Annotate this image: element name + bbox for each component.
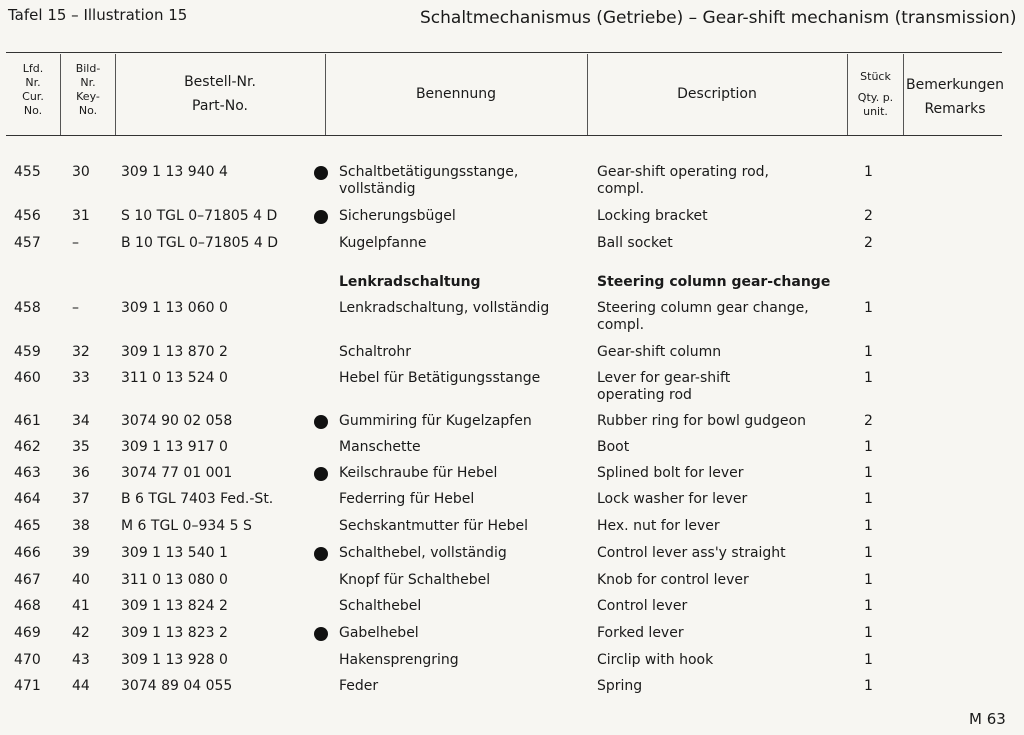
column-divider xyxy=(587,54,588,135)
cell-description xyxy=(597,545,786,562)
text-line: Steering column gear-change xyxy=(597,274,831,290)
cell-key-no: 31 xyxy=(72,208,90,224)
cell-benennung xyxy=(339,545,507,562)
cell-cur-no: 461 xyxy=(14,413,41,429)
cell-part-no: 309 1 13 823 2 xyxy=(121,625,228,641)
cell-qty: 1 xyxy=(864,652,873,668)
cell-description xyxy=(597,439,629,456)
text-line: Knopf für Schalthebel xyxy=(339,572,491,588)
text-line: Lenkradschaltung xyxy=(339,274,481,290)
cell-key-no: 40 xyxy=(72,572,90,588)
text-line: Keilschraube für Hebel xyxy=(339,465,498,481)
cell-cur-no: 458 xyxy=(14,300,41,316)
cell-key-no: 41 xyxy=(72,598,90,614)
text-line: Federring für Hebel xyxy=(339,491,475,507)
text-line: Sicherungsbügel xyxy=(339,208,456,224)
cell-description xyxy=(597,572,749,589)
cell-cur-no: 471 xyxy=(14,678,41,694)
text-line: compl. xyxy=(597,181,645,197)
cell-key-no: 30 xyxy=(72,164,90,180)
text-line: Schaltrohr xyxy=(339,344,412,360)
cell-benennung xyxy=(339,572,490,589)
text-line: vollständig xyxy=(339,181,416,197)
cell-description xyxy=(597,678,642,695)
text-line: Splined bolt for lever xyxy=(597,465,744,481)
page-title: Schaltmechanismus (Getriebe) – Gear-shift mechanism (transmission) xyxy=(420,8,1017,28)
cell-part-no: 309 1 13 540 1 xyxy=(121,545,228,561)
cell-benennung xyxy=(339,235,427,252)
cell-key-no: 35 xyxy=(72,439,90,455)
text-line: Rubber ring for bowl gudgeon xyxy=(597,413,806,429)
cell-qty: 1 xyxy=(864,344,873,360)
cell-key-no: 32 xyxy=(72,344,90,360)
col-head-description: Description xyxy=(677,86,757,102)
cell-benennung xyxy=(339,164,518,198)
cell-benennung xyxy=(339,208,456,225)
cell-cur-no: 470 xyxy=(14,652,41,668)
cell-cur-no: 468 xyxy=(14,598,41,614)
text-line: compl. xyxy=(597,317,645,333)
cell-part-no: 3074 89 04 055 xyxy=(121,678,233,694)
text-line: Gear-shift operating rod, xyxy=(597,164,769,180)
text-line: Forked lever xyxy=(597,625,684,641)
cell-qty: 1 xyxy=(864,465,873,481)
cell-part-no: 309 1 13 870 2 xyxy=(121,344,228,360)
cell-cur-no: 465 xyxy=(14,518,41,534)
cell-benennung xyxy=(339,518,528,535)
cell-description xyxy=(597,598,687,615)
filled-dot-icon xyxy=(314,415,328,429)
cell-part-no: B 6 TGL 7403 Fed.-St. xyxy=(121,491,274,507)
cell-description xyxy=(597,465,744,482)
column-divider xyxy=(60,54,61,135)
cell-cur-no: 469 xyxy=(14,625,41,641)
cell-part-no: 309 1 13 060 0 xyxy=(121,300,228,316)
col-head-cur-no: Lfd. Nr. Cur. No. xyxy=(22,62,44,117)
cell-qty: 1 xyxy=(864,518,873,534)
cell-benennung xyxy=(339,652,459,669)
text-line: Spring xyxy=(597,678,643,694)
cell-key-no: 39 xyxy=(72,545,90,561)
cell-part-no: 309 1 13 928 0 xyxy=(121,652,228,668)
cell-part-no: 3074 77 01 001 xyxy=(121,465,233,481)
cell-benennung xyxy=(339,370,540,387)
cell-qty: 1 xyxy=(864,598,873,614)
text-line: Schaltbetätigungsstange, xyxy=(339,164,519,180)
text-line: Lock washer for lever xyxy=(597,491,748,507)
column-divider xyxy=(115,54,116,135)
plate-title: Tafel 15 – Illustration 15 xyxy=(8,6,188,24)
cell-key-no: 38 xyxy=(72,518,90,534)
filled-dot-icon xyxy=(314,627,328,641)
cell-cur-no: 459 xyxy=(14,344,41,360)
cell-qty: 1 xyxy=(864,545,873,561)
cell-cur-no: 460 xyxy=(14,370,41,386)
column-divider xyxy=(325,54,326,135)
cell-description xyxy=(597,491,747,508)
cell-cur-no: 463 xyxy=(14,465,41,481)
filled-dot-icon xyxy=(314,467,328,481)
cell-qty: 2 xyxy=(864,208,873,224)
cell-cur-no: 457 xyxy=(14,235,41,251)
cell-benennung xyxy=(339,491,474,508)
header-bottom-rule xyxy=(6,135,1002,136)
filled-dot-icon xyxy=(314,166,328,180)
text-line: Control lever xyxy=(597,598,688,614)
text-line: Locking bracket xyxy=(597,208,708,224)
text-line: Sechskantmutter für Hebel xyxy=(339,518,529,534)
cell-part-no: M 6 TGL 0–934 5 S xyxy=(121,518,252,534)
cell-description xyxy=(597,344,721,361)
cell-description xyxy=(597,208,708,225)
cell-key-no: 44 xyxy=(72,678,90,694)
cell-part-no: 309 1 13 917 0 xyxy=(121,439,228,455)
cell-benennung xyxy=(339,344,411,361)
cell-key-no: 43 xyxy=(72,652,90,668)
page-number: M 63 xyxy=(969,710,1006,728)
cell-description xyxy=(597,518,720,535)
cell-qty: 2 xyxy=(864,413,873,429)
text-line: Feder xyxy=(339,678,379,694)
text-line: Hebel für Betätigungsstange xyxy=(339,370,541,386)
cell-qty: 1 xyxy=(864,572,873,588)
cell-key-no: 37 xyxy=(72,491,90,507)
cell-cur-no: 462 xyxy=(14,439,41,455)
header-top-rule xyxy=(6,52,1002,53)
text-line: Gear-shift column xyxy=(597,344,722,360)
text-line: Circlip with hook xyxy=(597,652,714,668)
cell-benennung xyxy=(339,439,421,456)
text-line: Lenkradschaltung, vollständig xyxy=(339,300,550,316)
cell-benennung xyxy=(339,274,481,291)
text-line: Control lever ass'y straight xyxy=(597,545,786,561)
text-line: Ball socket xyxy=(597,235,673,251)
cell-cur-no: 456 xyxy=(14,208,41,224)
col-head-remarks: Bemerkungen Remarks xyxy=(905,77,1005,117)
cell-part-no: 311 0 13 524 0 xyxy=(121,370,228,386)
text-line: Hakensprengring xyxy=(339,652,459,668)
col-head-part-no: Bestell-Nr. Part-No. xyxy=(184,74,256,114)
cell-key-no: 36 xyxy=(72,465,90,481)
cell-description xyxy=(597,413,806,430)
cell-qty: 2 xyxy=(864,235,873,251)
cell-benennung xyxy=(339,413,532,430)
cell-benennung xyxy=(339,300,549,317)
cell-qty: 1 xyxy=(864,439,873,455)
filled-dot-icon xyxy=(314,210,328,224)
cell-qty: 1 xyxy=(864,300,873,316)
cell-benennung xyxy=(339,465,497,482)
cell-qty: 1 xyxy=(864,164,873,180)
cell-key-no: 33 xyxy=(72,370,90,386)
cell-benennung xyxy=(339,625,419,642)
cell-cur-no: 455 xyxy=(14,164,41,180)
text-line: Kugelpfanne xyxy=(339,235,427,251)
cell-key-no: – xyxy=(72,300,79,316)
text-line: operating rod xyxy=(597,387,692,403)
text-line: Lever for gear-shift xyxy=(597,370,731,386)
cell-qty: 1 xyxy=(864,678,873,694)
cell-benennung xyxy=(339,598,421,615)
col-head-key-no: Bild- Nr. Key- No. xyxy=(75,62,101,117)
text-line: Steering column gear change, xyxy=(597,300,809,316)
cell-part-no: B 10 TGL 0–71805 4 D xyxy=(121,235,279,251)
cell-cur-no: 464 xyxy=(14,491,41,507)
cell-description xyxy=(597,235,673,252)
cell-qty: 1 xyxy=(864,625,873,641)
cell-key-no: 42 xyxy=(72,625,90,641)
cell-part-no: 309 1 13 824 2 xyxy=(121,598,228,614)
cell-part-no: 3074 90 02 058 xyxy=(121,413,233,429)
text-line: Hex. nut for lever xyxy=(597,518,720,534)
column-divider xyxy=(903,54,904,135)
cell-description xyxy=(597,164,769,198)
col-head-benennung: Benennung xyxy=(415,86,497,102)
cell-part-no: 311 0 13 080 0 xyxy=(121,572,228,588)
cell-qty: 1 xyxy=(864,370,873,386)
cell-part-no: 309 1 13 940 4 xyxy=(121,164,228,180)
column-divider xyxy=(847,54,848,135)
cell-description xyxy=(597,274,830,291)
cell-description xyxy=(597,625,684,642)
text-line: Schalthebel xyxy=(339,598,422,614)
text-line: Schalthebel, vollständig xyxy=(339,545,507,561)
cell-description xyxy=(597,370,730,404)
col-head-qty: Stück Qty. p. unit. xyxy=(857,70,894,118)
cell-cur-no: 466 xyxy=(14,545,41,561)
text-line: Knob for control lever xyxy=(597,572,749,588)
text-line: Manschette xyxy=(339,439,421,455)
cell-cur-no: 467 xyxy=(14,572,41,588)
text-line: Gummiring für Kugelzapfen xyxy=(339,413,532,429)
cell-benennung xyxy=(339,678,378,695)
text-line: Gabelhebel xyxy=(339,625,419,641)
cell-key-no: – xyxy=(72,235,79,251)
text-line: Boot xyxy=(597,439,630,455)
filled-dot-icon xyxy=(314,547,328,561)
cell-description xyxy=(597,652,713,669)
cell-description xyxy=(597,300,809,334)
cell-key-no: 34 xyxy=(72,413,90,429)
cell-qty: 1 xyxy=(864,491,873,507)
cell-part-no: S 10 TGL 0–71805 4 D xyxy=(121,208,278,224)
